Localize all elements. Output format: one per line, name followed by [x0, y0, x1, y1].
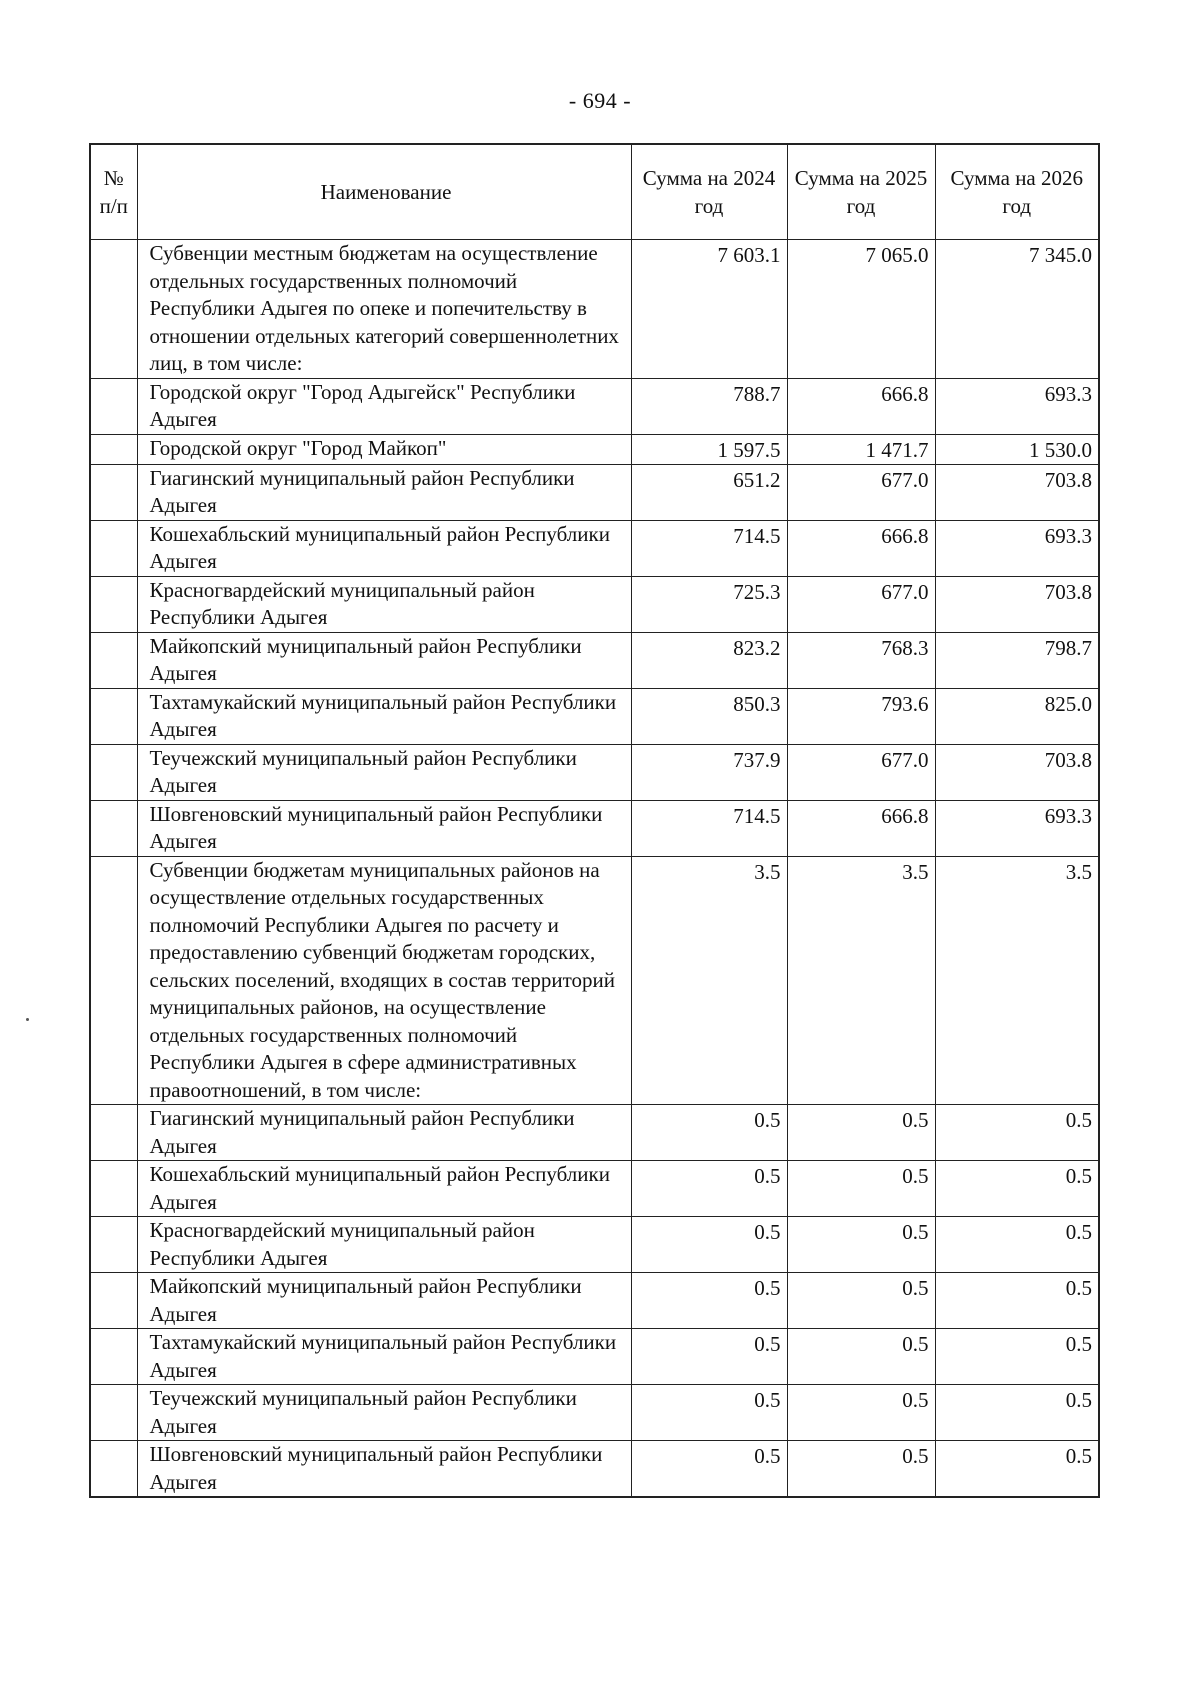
- row-sum-2026-cell: 798.7: [935, 632, 1099, 688]
- row-sum-2026-cell: 0.5: [935, 1441, 1099, 1498]
- budget-table: [89, 143, 1100, 1498]
- row-sum-2025-cell: 793.6: [787, 688, 935, 744]
- table-row: [90, 240, 1099, 379]
- row-name-cell: Шовгеновский муниципальный район Республики Адыгея: [137, 800, 631, 856]
- table-row: [90, 1161, 1099, 1217]
- table-row: [90, 1385, 1099, 1441]
- row-sum-2024-cell: 823.2: [631, 632, 787, 688]
- row-sum-2025-cell: 0.5: [787, 1329, 935, 1385]
- row-number-cell: [90, 520, 137, 576]
- row-sum-2026-cell: 825.0: [935, 688, 1099, 744]
- row-number-cell: [90, 1161, 137, 1217]
- row-sum-2026-cell: 0.5: [935, 1329, 1099, 1385]
- row-sum-2024-cell: 3.5: [631, 856, 787, 1105]
- row-sum-2024-cell: 0.5: [631, 1441, 787, 1498]
- row-sum-2024-cell: 714.5: [631, 520, 787, 576]
- row-sum-2024-cell: 850.3: [631, 688, 787, 744]
- row-name-cell: Красногвардейский муниципальный район Республики Адыгея: [137, 576, 631, 632]
- scan-speck: [26, 1018, 29, 1021]
- row-sum-2025-cell: 0.5: [787, 1441, 935, 1498]
- row-sum-2026-cell: 3.5: [935, 856, 1099, 1105]
- row-number-cell: [90, 688, 137, 744]
- row-number-cell: [90, 378, 137, 434]
- row-number-cell: [90, 240, 137, 379]
- row-sum-2025-cell: 666.8: [787, 520, 935, 576]
- row-name-cell: Субвенции бюджетам муниципальных районов на осуществление отдельных государственных полномочий Республики Адыгея по расчету и предоставлению субвенций бюджетам городских, сельских поселений, входящих в состав территорий муниципальных районов, на осуществление отдельных государственных полномочий Республики Адыгея в сфере административных правоотношений, в том числе:: [137, 856, 631, 1105]
- row-sum-2024-cell: 725.3: [631, 576, 787, 632]
- row-number-cell: [90, 800, 137, 856]
- row-sum-2025-cell: 1 471.7: [787, 434, 935, 464]
- row-number-cell: [90, 744, 137, 800]
- table-body: [90, 240, 1099, 1498]
- row-sum-2026-cell: 1 530.0: [935, 434, 1099, 464]
- table-row: [90, 688, 1099, 744]
- row-sum-2026-cell: 703.8: [935, 744, 1099, 800]
- row-sum-2024-cell: 0.5: [631, 1273, 787, 1329]
- row-name-cell: Майкопский муниципальный район Республики Адыгея: [137, 632, 631, 688]
- row-number-cell: [90, 1441, 137, 1498]
- row-sum-2024-cell: 7 603.1: [631, 240, 787, 379]
- row-sum-2024-cell: 0.5: [631, 1105, 787, 1161]
- row-number-cell: [90, 464, 137, 520]
- row-sum-2025-cell: 677.0: [787, 464, 935, 520]
- row-sum-2024-cell: 0.5: [631, 1217, 787, 1273]
- row-sum-2025-cell: 7 065.0: [787, 240, 935, 379]
- row-sum-2025-cell: 677.0: [787, 576, 935, 632]
- row-sum-2025-cell: 0.5: [787, 1105, 935, 1161]
- row-name-cell: Кошехабльский муниципальный район Республики Адыгея: [137, 520, 631, 576]
- page-number: - 694 -: [568, 88, 632, 113]
- table-row: [90, 520, 1099, 576]
- row-sum-2024-cell: 714.5: [631, 800, 787, 856]
- table-row: [90, 1441, 1099, 1498]
- row-sum-2025-cell: 0.5: [787, 1385, 935, 1441]
- row-name-cell: Гиагинский муниципальный район Республики Адыгея: [137, 464, 631, 520]
- row-number-cell: [90, 856, 137, 1105]
- table-row: [90, 434, 1099, 464]
- row-name-cell: Майкопский муниципальный район Республики Адыгея: [137, 1273, 631, 1329]
- table-row: [90, 378, 1099, 434]
- row-name-cell: Кошехабльский муниципальный район Республики Адыгея: [137, 1161, 631, 1217]
- row-sum-2025-cell: 666.8: [787, 378, 935, 434]
- table-row: [90, 1105, 1099, 1161]
- row-sum-2026-cell: 0.5: [935, 1105, 1099, 1161]
- header-sum-2026: Сумма на 2026 год: [935, 144, 1099, 240]
- row-sum-2025-cell: 666.8: [787, 800, 935, 856]
- header-name: Наименование: [137, 144, 631, 240]
- row-name-cell: Теучежский муниципальный район Республики Адыгея: [137, 1385, 631, 1441]
- table-row: [90, 1329, 1099, 1385]
- row-sum-2026-cell: 7 345.0: [935, 240, 1099, 379]
- row-sum-2026-cell: 0.5: [935, 1217, 1099, 1273]
- table-row: [90, 744, 1099, 800]
- row-number-cell: [90, 1273, 137, 1329]
- row-number-cell: [90, 1329, 137, 1385]
- row-name-cell: Шовгеновский муниципальный район Республики Адыгея: [137, 1441, 631, 1498]
- row-name-cell: Тахтамукайский муниципальный район Республики Адыгея: [137, 688, 631, 744]
- row-sum-2026-cell: 0.5: [935, 1273, 1099, 1329]
- table-row: [90, 800, 1099, 856]
- row-name-cell: Субвенции местным бюджетам на осуществление отдельных государственных полномочий Республики Адыгея по опеке и попечительству в отношении отдельных категорий совершеннолетних лиц, в том числе:: [137, 240, 631, 379]
- header-row: [90, 144, 1099, 240]
- row-sum-2024-cell: 0.5: [631, 1329, 787, 1385]
- header-sum-2024: Сумма на 2024 год: [631, 144, 787, 240]
- row-sum-2025-cell: 0.5: [787, 1273, 935, 1329]
- row-sum-2026-cell: 703.8: [935, 576, 1099, 632]
- row-sum-2025-cell: 768.3: [787, 632, 935, 688]
- row-number-cell: [90, 632, 137, 688]
- row-sum-2024-cell: 0.5: [631, 1385, 787, 1441]
- row-sum-2024-cell: 651.2: [631, 464, 787, 520]
- row-name-cell: Теучежский муниципальный район Республики Адыгея: [137, 744, 631, 800]
- table-row: [90, 1273, 1099, 1329]
- row-name-cell: Красногвардейский муниципальный район Республики Адыгея: [137, 1217, 631, 1273]
- row-sum-2025-cell: 677.0: [787, 744, 935, 800]
- row-sum-2024-cell: 0.5: [631, 1161, 787, 1217]
- table-header: [90, 144, 1099, 240]
- table-row: [90, 464, 1099, 520]
- row-sum-2026-cell: 693.3: [935, 800, 1099, 856]
- row-sum-2026-cell: 0.5: [935, 1161, 1099, 1217]
- row-number-cell: [90, 1105, 137, 1161]
- row-sum-2026-cell: 693.3: [935, 520, 1099, 576]
- row-number-cell: [90, 434, 137, 464]
- table-row: [90, 576, 1099, 632]
- header-sum-2025: Сумма на 2025 год: [787, 144, 935, 240]
- row-sum-2026-cell: 693.3: [935, 378, 1099, 434]
- row-number-cell: [90, 1217, 137, 1273]
- row-number-cell: [90, 576, 137, 632]
- row-sum-2026-cell: 0.5: [935, 1385, 1099, 1441]
- row-sum-2024-cell: 1 597.5: [631, 434, 787, 464]
- row-name-cell: Тахтамукайский муниципальный район Республики Адыгея: [137, 1329, 631, 1385]
- table-row: [90, 632, 1099, 688]
- row-name-cell: Гиагинский муниципальный район Республики Адыгея: [137, 1105, 631, 1161]
- row-sum-2025-cell: 3.5: [787, 856, 935, 1105]
- row-name-cell: Городской округ "Город Адыгейск" Республики Адыгея: [137, 378, 631, 434]
- table-row: [90, 1217, 1099, 1273]
- row-sum-2025-cell: 0.5: [787, 1161, 935, 1217]
- row-sum-2024-cell: 788.7: [631, 378, 787, 434]
- row-sum-2024-cell: 737.9: [631, 744, 787, 800]
- table-row: [90, 856, 1099, 1105]
- row-sum-2026-cell: 703.8: [935, 464, 1099, 520]
- header-num: № п/п: [90, 144, 137, 240]
- row-name-cell: Городской округ "Город Майкоп": [137, 434, 631, 464]
- row-number-cell: [90, 1385, 137, 1441]
- row-sum-2025-cell: 0.5: [787, 1217, 935, 1273]
